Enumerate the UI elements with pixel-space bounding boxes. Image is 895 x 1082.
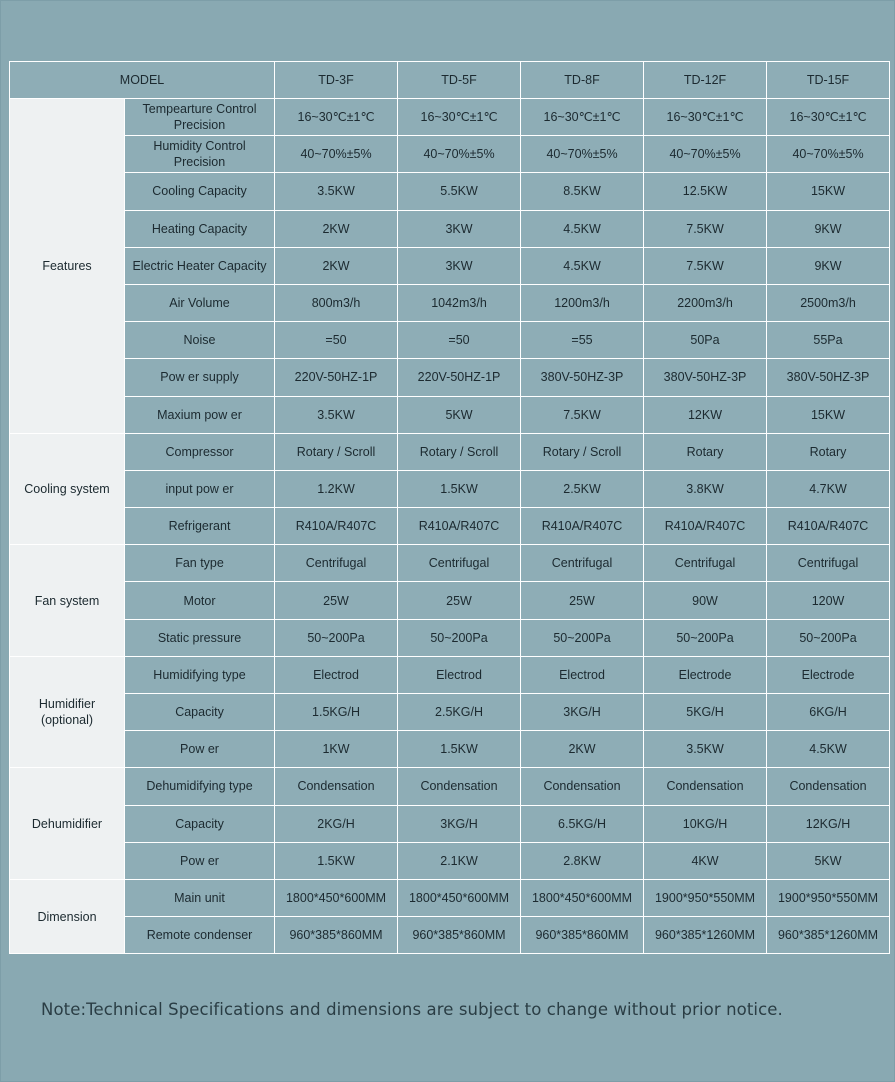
spec-row [10,136,890,173]
spec-value-cell: 2KW [275,210,398,247]
feature-label: Main unit [125,879,275,916]
spec-row [10,917,890,954]
spec-value-cell: 50~200Pa [521,619,644,656]
spec-row [10,656,890,693]
spec-value-cell: 960*385*860MM [521,917,644,954]
spec-value-cell: R410A/R407C [521,508,644,545]
spec-value-cell: 16~30℃±1℃ [521,99,644,136]
spec-value-cell: Rotary / Scroll [398,433,521,470]
group-label: Dimension [10,879,125,953]
spec-row [10,694,890,731]
spec-value-cell: Rotary / Scroll [521,433,644,470]
spec-value-cell: Centrifugal [644,545,767,582]
spec-value-cell: 2KG/H [275,805,398,842]
spec-value-cell: 16~30℃±1℃ [398,99,521,136]
group-label: Dehumidifier [10,768,125,880]
spec-value-cell: 90W [644,582,767,619]
spec-value-cell: Condensation [767,768,890,805]
spec-value-cell: 6KG/H [767,694,890,731]
spec-value-cell: 8.5KW [521,173,644,210]
spec-value-cell: 120W [767,582,890,619]
model-name: TD-8F [521,62,644,99]
group-label: Fan system [10,545,125,657]
feature-label: Noise [125,322,275,359]
header-row [10,62,890,99]
spec-value-cell: 25W [275,582,398,619]
spec-value-cell: Electrode [644,656,767,693]
spec-value-cell: Condensation [275,768,398,805]
disclaimer-note: Note:Technical Specifications and dimensions are subject to change without prior notice. [41,1000,783,1019]
spec-value-cell: 380V-50HZ-3P [767,359,890,396]
spec-value-cell: 25W [398,582,521,619]
spec-value-cell: 220V-50HZ-1P [398,359,521,396]
spec-row [10,99,890,136]
spec-value-cell: 12.5KW [644,173,767,210]
model-name: TD-5F [398,62,521,99]
spec-value-cell: 12KW [644,396,767,433]
spec-value-cell: 50~200Pa [644,619,767,656]
spec-row [10,731,890,768]
spec-value-cell: 7.5KW [521,396,644,433]
spec-value-cell: 9KW [767,247,890,284]
spec-value-cell: 2.8KW [521,842,644,879]
spec-value-cell: 7.5KW [644,247,767,284]
spec-value-cell: 7.5KW [644,210,767,247]
spec-row [10,173,890,210]
spec-value-cell: 1.5KG/H [275,694,398,731]
spec-value-cell: 10KG/H [644,805,767,842]
spec-value-cell: 3KG/H [398,805,521,842]
spec-value-cell: R410A/R407C [767,508,890,545]
feature-label: Remote condenser [125,917,275,954]
spec-row [10,247,890,284]
spec-value-cell: =50 [398,322,521,359]
spec-value-cell: 3.8KW [644,470,767,507]
spec-value-cell: Condensation [521,768,644,805]
spec-value-cell: 50Pa [644,322,767,359]
feature-label: Humidifying type [125,656,275,693]
spec-value-cell: 3KG/H [521,694,644,731]
spec-value-cell: 3KW [398,210,521,247]
spec-row [10,619,890,656]
spec-value-cell: 380V-50HZ-3P [521,359,644,396]
spec-row [10,508,890,545]
spec-value-cell: 1200m3/h [521,284,644,321]
feature-label: Pow er [125,842,275,879]
feature-label: Electric Heater Capacity [125,247,275,284]
spec-value-cell: 960*385*1260MM [767,917,890,954]
feature-label: Tempearture Control Precision [125,99,275,136]
spec-value-cell: 40~70%±5% [275,136,398,173]
spec-value-cell: 1800*450*600MM [275,879,398,916]
spec-value-cell: 1.5KW [275,842,398,879]
spec-value-cell: Rotary / Scroll [275,433,398,470]
spec-value-cell: 15KW [767,396,890,433]
feature-label: input pow er [125,470,275,507]
spec-row [10,768,890,805]
spec-value-cell: 4.5KW [521,210,644,247]
feature-label: Capacity [125,805,275,842]
spec-value-cell: Condensation [398,768,521,805]
spec-value-cell: R410A/R407C [398,508,521,545]
spec-value-cell: 800m3/h [275,284,398,321]
spec-value-cell: 960*385*1260MM [644,917,767,954]
spec-value-cell: Centrifugal [398,545,521,582]
model-name: TD-3F [275,62,398,99]
spec-value-cell: 960*385*860MM [398,917,521,954]
feature-label: Heating Capacity [125,210,275,247]
spec-row [10,470,890,507]
spec-value-cell: 1800*450*600MM [521,879,644,916]
spec-value-cell: 1KW [275,731,398,768]
feature-label: Pow er [125,731,275,768]
spec-value-cell: 3.5KW [644,731,767,768]
group-label: Humidifier (optional) [10,656,125,768]
spec-value-cell: Condensation [644,768,767,805]
spec-value-cell: R410A/R407C [644,508,767,545]
spec-value-cell: 2.1KW [398,842,521,879]
feature-label: Humidity Control Precision [125,136,275,173]
feature-label: Dehumidifying type [125,768,275,805]
spec-row [10,433,890,470]
spec-value-cell: 2.5KW [521,470,644,507]
spec-row [10,842,890,879]
spec-value-cell: 3.5KW [275,396,398,433]
spec-value-cell: Electrod [275,656,398,693]
spec-value-cell: 1900*950*550MM [767,879,890,916]
spec-value-cell: 4KW [644,842,767,879]
spec-row [10,359,890,396]
spec-value-cell: Rotary [767,433,890,470]
spec-value-cell: 55Pa [767,322,890,359]
spec-value-cell: 50~200Pa [767,619,890,656]
spec-row [10,582,890,619]
spec-value-cell: 16~30℃±1℃ [275,99,398,136]
spec-value-cell: =50 [275,322,398,359]
spec-value-cell: 960*385*860MM [275,917,398,954]
spec-value-cell: 5.5KW [398,173,521,210]
spec-value-cell: 2.5KG/H [398,694,521,731]
spec-value-cell: Electrod [521,656,644,693]
spec-value-cell: 9KW [767,210,890,247]
spec-value-cell: Electrode [767,656,890,693]
group-label: Cooling system [10,433,125,545]
spec-value-cell: 50~200Pa [275,619,398,656]
spec-value-cell: 2500m3/h [767,284,890,321]
spec-value-cell: 4.5KW [521,247,644,284]
spec-value-cell: 16~30℃±1℃ [644,99,767,136]
spec-value-cell: 1042m3/h [398,284,521,321]
spec-value-cell: 4.7KW [767,470,890,507]
spec-row [10,396,890,433]
spec-value-cell: 5KW [398,396,521,433]
spec-value-cell: 40~70%±5% [644,136,767,173]
spec-value-cell: =55 [521,322,644,359]
spec-row [10,879,890,916]
spec-value-cell: 220V-50HZ-1P [275,359,398,396]
feature-label: Static pressure [125,619,275,656]
spec-value-cell: 12KG/H [767,805,890,842]
spec-value-cell: 5KW [767,842,890,879]
feature-label: Compressor [125,433,275,470]
spec-value-cell: 4.5KW [767,731,890,768]
spec-value-cell: 2200m3/h [644,284,767,321]
model-label: MODEL [10,62,275,99]
model-name: TD-12F [644,62,767,99]
spec-value-cell: Rotary [644,433,767,470]
spec-value-cell: 5KG/H [644,694,767,731]
spec-row [10,322,890,359]
spec-value-cell: 1.5KW [398,470,521,507]
feature-label: Pow er supply [125,359,275,396]
spec-value-cell: 50~200Pa [398,619,521,656]
spec-value-cell: 2KW [521,731,644,768]
feature-label: Maxium pow er [125,396,275,433]
spec-value-cell: 25W [521,582,644,619]
spec-value-cell: 1800*450*600MM [398,879,521,916]
spec-row [10,805,890,842]
group-label: Features [10,99,125,434]
spec-value-cell: 3KW [398,247,521,284]
spec-value-cell: 40~70%±5% [398,136,521,173]
feature-label: Air Volume [125,284,275,321]
spec-value-cell: 16~30℃±1℃ [767,99,890,136]
spec-value-cell: 40~70%±5% [767,136,890,173]
model-name: TD-15F [767,62,890,99]
spec-value-cell: 2KW [275,247,398,284]
feature-label: Motor [125,582,275,619]
feature-label: Fan type [125,545,275,582]
spec-value-cell: 3.5KW [275,173,398,210]
spec-value-cell: 1900*950*550MM [644,879,767,916]
spec-value-cell: 40~70%±5% [521,136,644,173]
spec-value-cell: 1.2KW [275,470,398,507]
feature-label: Capacity [125,694,275,731]
feature-label: Refrigerant [125,508,275,545]
spec-value-cell: 1.5KW [398,731,521,768]
spec-value-cell: 15KW [767,173,890,210]
spec-value-cell: Centrifugal [767,545,890,582]
spec-value-cell: 6.5KG/H [521,805,644,842]
spec-value-cell: Centrifugal [275,545,398,582]
spec-row [10,210,890,247]
spec-row [10,284,890,321]
spec-value-cell: Centrifugal [521,545,644,582]
spec-value-cell: Electrod [398,656,521,693]
spec-table [9,61,890,954]
spec-row [10,545,890,582]
feature-label: Cooling Capacity [125,173,275,210]
spec-value-cell: R410A/R407C [275,508,398,545]
spec-value-cell: 380V-50HZ-3P [644,359,767,396]
